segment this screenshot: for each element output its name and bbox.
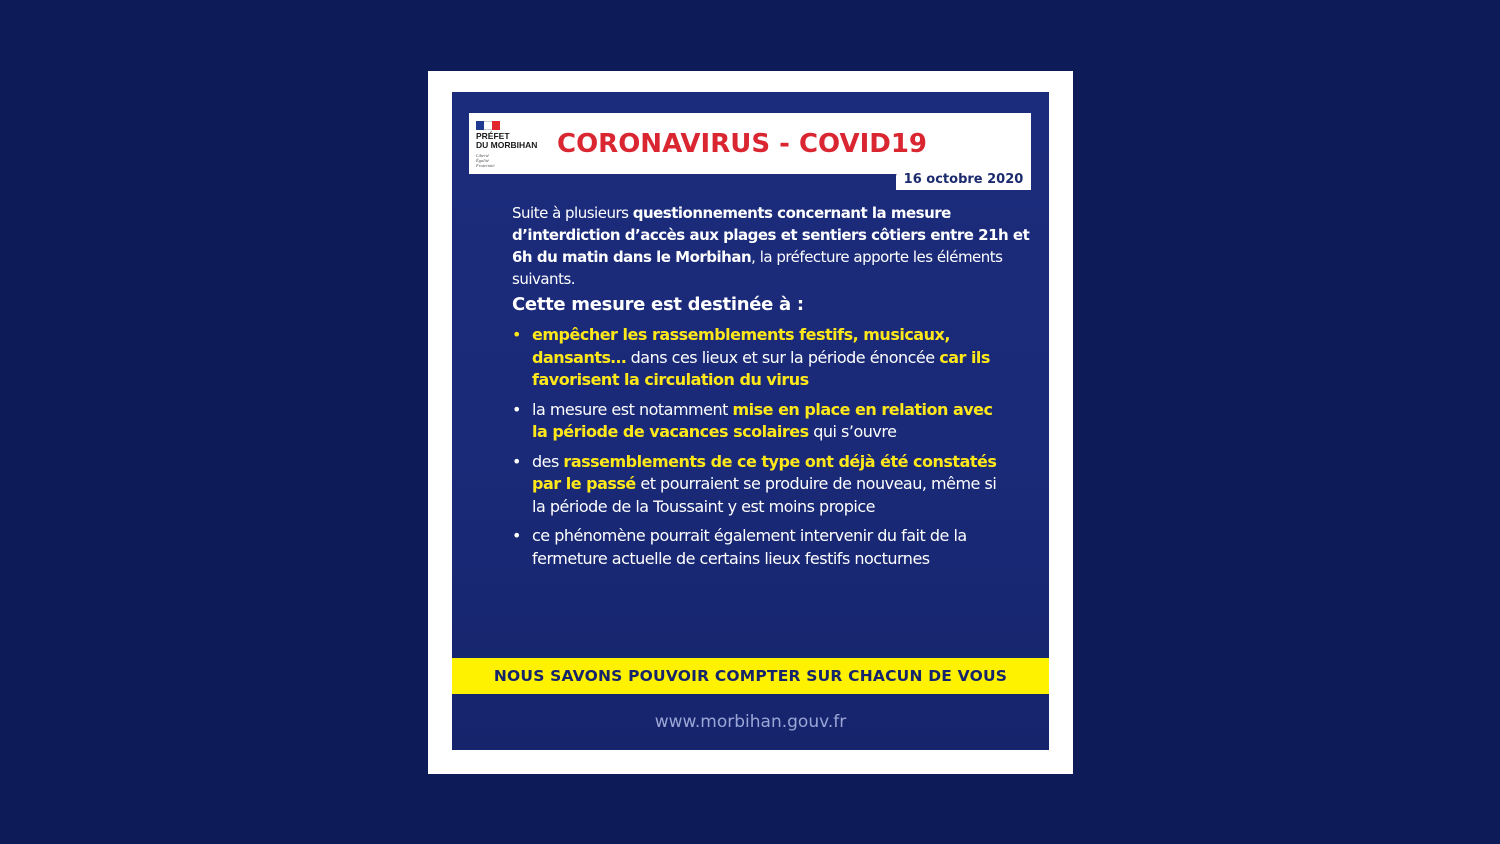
bullet-item-3: [512, 451, 1012, 519]
call-to-action-banner: NOUS SAVONS POUVOIR COMPTER SUR CHACUN DE VOUS: [452, 658, 1049, 694]
logo-motto: Liberté Égalité Fraternité: [476, 153, 495, 168]
highlight-text: car ils favorisent la circulation du virus: [532, 347, 990, 389]
bullet-text: dans ces lieux et sur la période énoncée: [626, 347, 940, 367]
bullet-text: ce phénomène pourrait également intervenir du fait de la fermeture actuelle de certains lieux festifs nocturnes: [532, 526, 967, 568]
intro-text-2: , la préfecture apporte les éléments suivants.: [512, 248, 1003, 288]
website-url[interactable]: www.morbihan.gouv.fr: [654, 712, 847, 732]
bullet-dot-icon: •: [512, 526, 521, 545]
intro-paragraph: [512, 202, 1032, 290]
bullet-text: des: [532, 451, 564, 471]
bullet-dot-icon: •: [512, 451, 521, 471]
bullet-text: et pourraient se produire de nouveau, même si la période de la Toussaint y est moins propice: [532, 474, 997, 516]
prefecture-logo: [476, 121, 556, 171]
intro-bold: questionnements concernant la mesure d’interdiction d’accès aux plages et sentiers côtiers entre 21h et 6h du matin dans le Morbihan: [512, 204, 1030, 266]
bullet-text: la mesure est notamment: [532, 399, 733, 419]
bullet-item-1: [512, 324, 1012, 392]
bullet-dot-icon: •: [512, 325, 521, 344]
bullet-item-4: [512, 525, 1012, 570]
page-title: CORONAVIRUS - COVID19: [557, 129, 928, 159]
date-label: 16 octobre 2020: [896, 169, 1031, 190]
section-heading: Cette mesure est destinée à :: [512, 294, 804, 315]
header-bar: [469, 113, 1031, 174]
logo-name: PRÉFET DU MORBIHAN: [476, 131, 538, 150]
bullet-list: [512, 324, 1012, 577]
intro-text-1: Suite à plusieurs: [512, 204, 633, 222]
bullet-item-2: [512, 399, 1012, 444]
bullet-dot-icon: •: [512, 399, 521, 419]
highlight-text: empêcher les rassemblements festifs, musicaux, dansants…: [532, 325, 950, 367]
bullet-text: qui s’ouvre: [808, 422, 897, 441]
highlight-text: rassemblements de ce type ont déjà été constatés par le passé: [532, 451, 997, 493]
french-flag-icon: [476, 121, 500, 130]
highlight-text: mise en place en relation avec la période de vacances scolaires: [532, 399, 993, 441]
poster-card: [452, 92, 1049, 750]
